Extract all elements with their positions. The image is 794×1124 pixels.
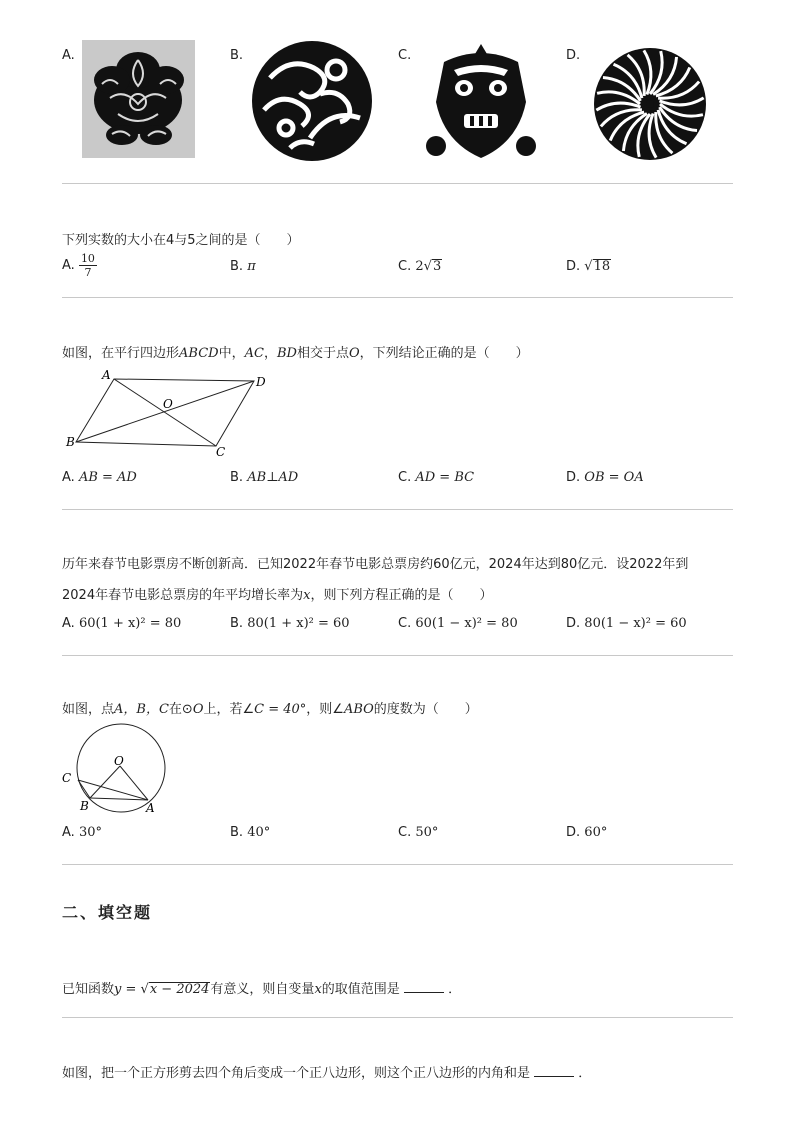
math-term: ABCD: [179, 346, 219, 361]
option-b: [230, 616, 350, 631]
question-stem-line-2: [62, 584, 492, 603]
option-label: D.: [566, 825, 581, 840]
option-text: 80(1 − x)² = 60: [584, 616, 687, 631]
radial-pinwheel-icon: [590, 46, 710, 162]
question-stem: [62, 1062, 591, 1081]
option-label: C.: [398, 616, 412, 631]
stem-text: ，则下列方程正确的是（ ）: [310, 588, 493, 603]
center-label-o: O: [114, 754, 124, 768]
option-text: 60(1 − x)² = 80: [415, 616, 518, 631]
denominator: 7: [84, 266, 92, 279]
option-c-label: C.: [398, 48, 412, 63]
fraction: [79, 252, 97, 279]
radical-sign: √: [584, 259, 593, 274]
point-label-c: C: [62, 771, 72, 785]
option-label: B.: [230, 825, 244, 840]
radical-sign: √: [423, 259, 432, 274]
option-text: 60°: [584, 825, 608, 840]
option-text: AB⊥AD: [247, 470, 299, 485]
option-c: [398, 825, 438, 840]
math-term: A，B，C: [114, 702, 169, 717]
math-term: x: [314, 982, 322, 997]
stem-text: ，则∠: [306, 702, 344, 717]
stem-text: 如图，在平行四边形: [62, 346, 180, 361]
vertex-label-a: A: [102, 368, 111, 382]
vertex-label-c: C: [216, 445, 226, 458]
question-divider: [62, 655, 733, 656]
cloud-swirl-icon: [250, 38, 374, 164]
option-c: [398, 470, 474, 485]
question-divider: [62, 1017, 733, 1018]
circle-figure: [58, 718, 174, 818]
stem-text: ，: [263, 346, 277, 361]
stem-text: ．: [578, 1066, 592, 1081]
answer-blank[interactable]: [404, 982, 444, 993]
stem-text: 中，: [218, 346, 245, 361]
option-c-label: C.: [398, 259, 412, 274]
math-term: BD: [276, 346, 297, 361]
stem-text: 如图，把一个正方形剪去四个角后变成一个正八边形，则这个正八边形的内角和是: [62, 1066, 531, 1081]
stem-text: 如图，点: [62, 702, 115, 717]
option-label: D.: [566, 616, 581, 631]
stem-text: ．: [448, 982, 462, 997]
option-label: D.: [566, 470, 581, 485]
question-stem: [62, 342, 529, 361]
vertex-label-d: D: [256, 375, 266, 389]
option-text: 30°: [78, 825, 102, 840]
option-a: [62, 825, 102, 840]
option-d: [566, 616, 687, 631]
option-text: OB = OA: [584, 470, 644, 485]
radical-sign: √: [140, 982, 149, 997]
math-term: C = 40°: [254, 702, 307, 717]
option-b-value: π: [247, 259, 256, 274]
option-c: [398, 616, 518, 631]
option-label: C.: [398, 470, 412, 485]
vertex-label-b: B: [66, 435, 75, 449]
option-label: A.: [62, 825, 75, 840]
stem-text: 的度数为（ ）: [373, 702, 478, 717]
option-label: B.: [230, 470, 244, 485]
peony-pattern-icon: [82, 40, 195, 158]
parallelogram-figure: [60, 366, 280, 458]
lion-mask-icon: [424, 42, 538, 166]
stem-text: 在⊙: [168, 702, 193, 717]
question-divider: [62, 864, 733, 865]
option-a: [62, 616, 181, 631]
option-text: 60(1 + x)² = 80: [78, 616, 182, 631]
option-d: [566, 470, 644, 485]
question-divider: [62, 509, 733, 510]
option-c: [398, 259, 442, 274]
point-label-b: B: [80, 799, 89, 813]
stem-text: 上，若∠: [203, 702, 255, 717]
question-divider: [62, 183, 733, 184]
option-label: B.: [230, 616, 244, 631]
question-stem: [62, 698, 478, 717]
option-b: [230, 470, 298, 485]
answer-blank[interactable]: [534, 1066, 574, 1077]
radicand: 3: [432, 259, 442, 274]
option-d-label: D.: [566, 48, 581, 63]
math-term: O: [192, 702, 204, 717]
option-b-label: B.: [230, 259, 244, 274]
center-label-o: O: [163, 397, 173, 411]
radicand: 18: [593, 259, 611, 274]
math-term: y: [114, 982, 122, 997]
math-term: =: [121, 982, 141, 997]
point-label-a: A: [146, 801, 155, 815]
stem-text: ，下列结论正确的是（ ）: [359, 346, 529, 361]
math-term: AC: [244, 346, 264, 361]
option-b: [230, 825, 270, 840]
question-stem: 下列实数的大小在4与5之间的是（ ）: [62, 233, 300, 248]
option-a: [62, 252, 97, 279]
math-term: O: [348, 346, 360, 361]
math-term: x: [303, 588, 311, 603]
option-label: C.: [398, 825, 412, 840]
option-d-label: D.: [566, 259, 581, 274]
option-d: [566, 825, 607, 840]
option-text: AB = AD: [78, 470, 137, 485]
section-title: 二、填空题: [62, 903, 153, 922]
option-b: [230, 259, 256, 274]
question-stem-line-1: 历年来春节电影票房不断创新高．已知2022年春节电影总票房约60亿元，2024年达到80亿元．设2022年到: [62, 557, 689, 572]
option-a-label: A.: [62, 258, 75, 273]
option-text: 80(1 + x)² = 60: [247, 616, 350, 631]
option-b-label: B.: [230, 48, 244, 63]
stem-text: 有意义，则自变量: [210, 982, 315, 997]
option-text: AD = BC: [415, 470, 475, 485]
option-a-label: A.: [62, 48, 75, 63]
option-d: [566, 259, 611, 274]
option-a: [62, 470, 137, 485]
question-stem: [62, 978, 461, 997]
stem-text: 2024年春节电影总票房的年平均增长率为: [62, 588, 304, 603]
option-text: 40°: [247, 825, 271, 840]
question-divider: [62, 297, 733, 298]
stem-text: 相交于点: [296, 346, 349, 361]
stem-text: 已知函数: [62, 982, 115, 997]
option-label: A.: [62, 616, 75, 631]
numerator: 10: [80, 252, 95, 265]
stem-text: 的取值范围是: [321, 982, 400, 997]
math-term: ABO: [343, 702, 374, 717]
radicand: x − 2024: [149, 982, 210, 997]
option-text: 50°: [415, 825, 439, 840]
option-label: A.: [62, 470, 75, 485]
coefficient: 2: [415, 259, 424, 274]
